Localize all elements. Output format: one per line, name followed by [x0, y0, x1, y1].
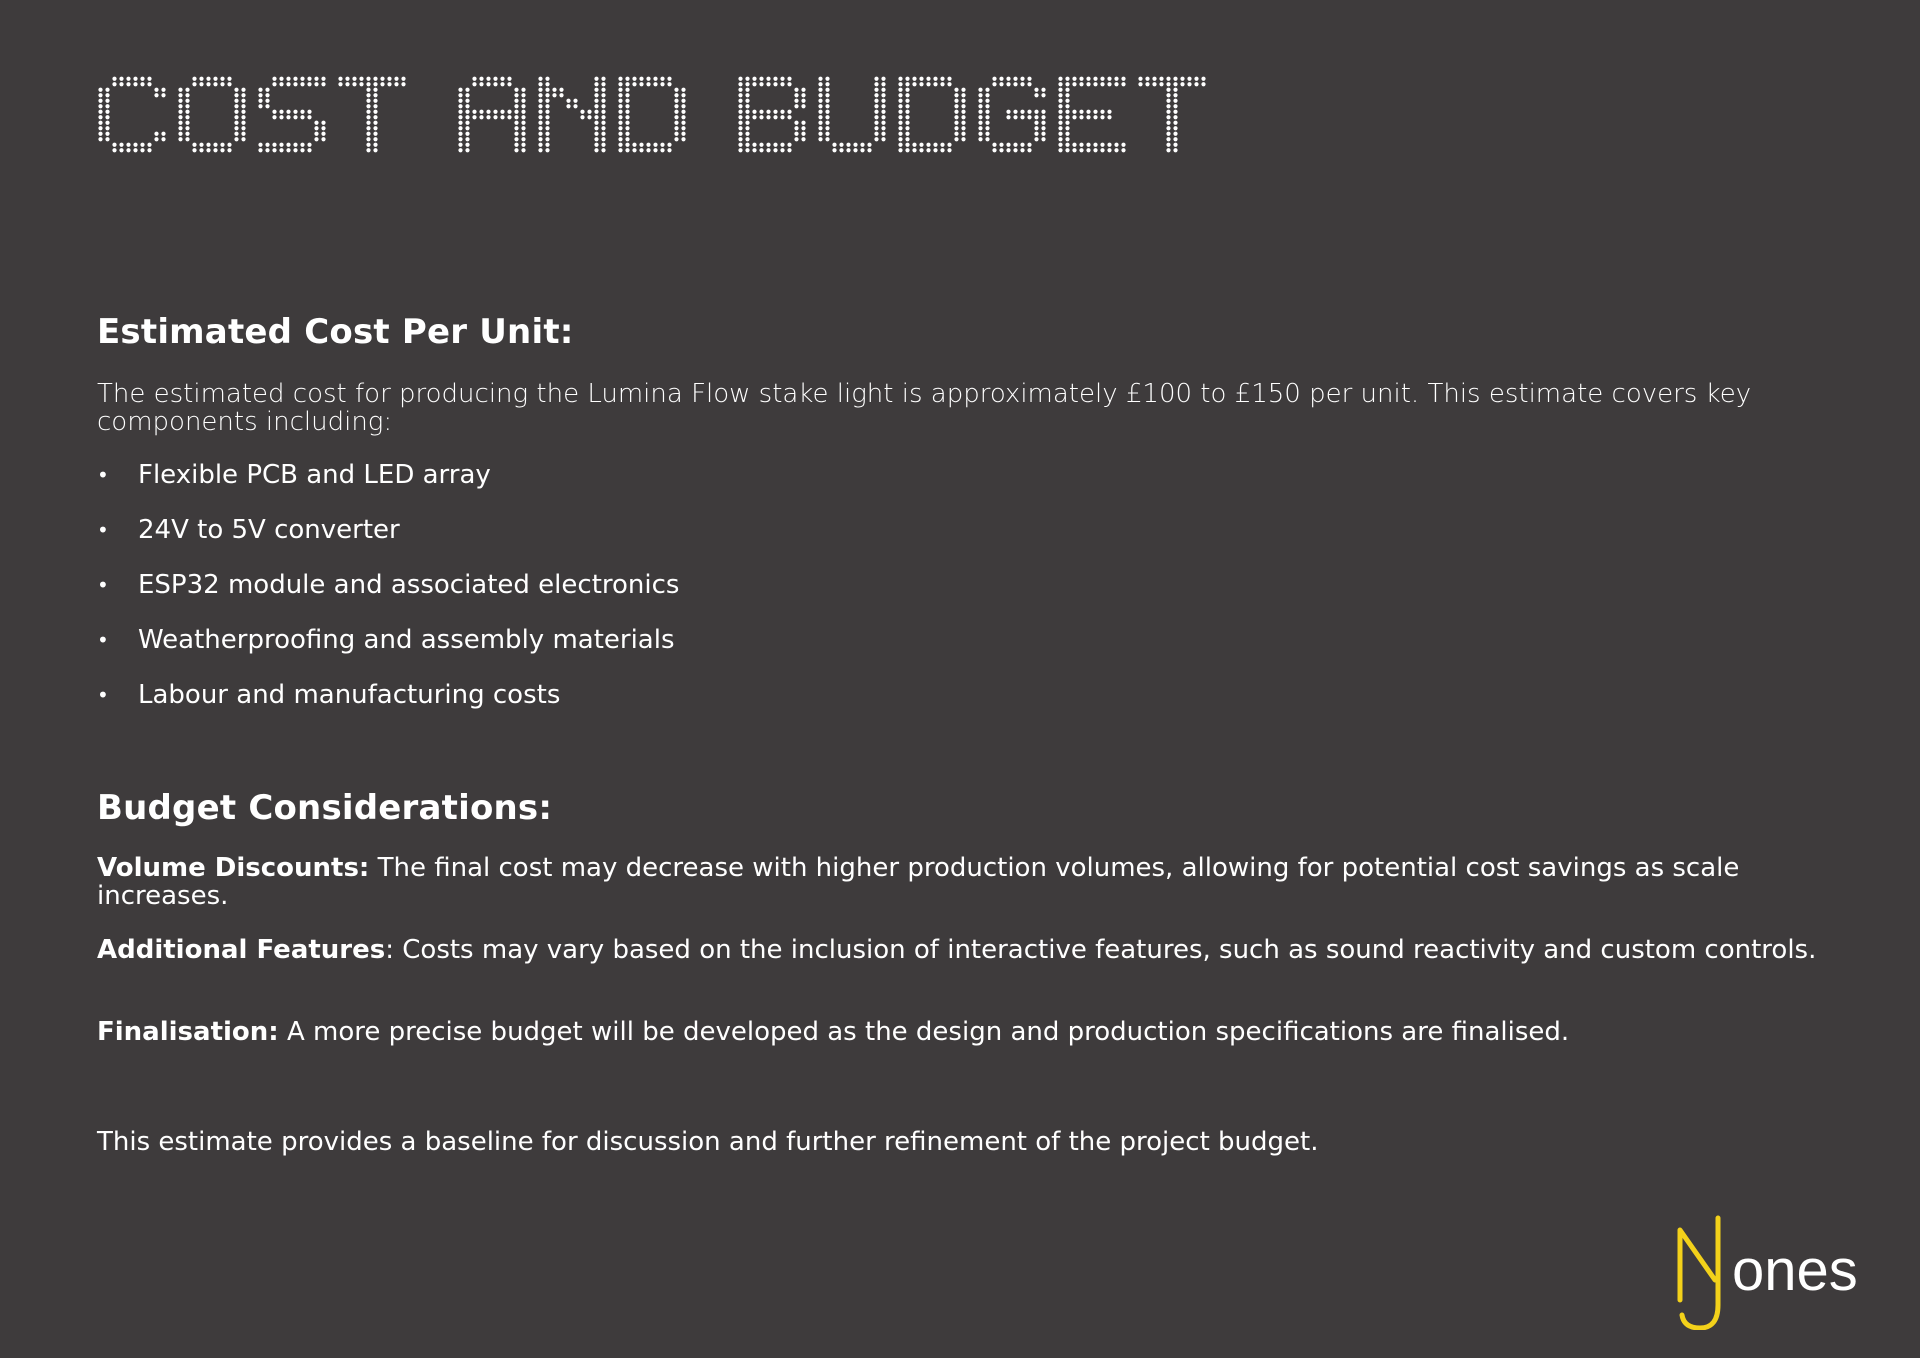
closing-paragraph: This estimate provides a baseline for discussion and further refinement of the project budget.: [97, 1127, 1319, 1157]
finalisation-paragraph: Finalisation: A more precise budget will be developed as the design and production specifications are finalised.: [97, 1017, 1570, 1047]
logo-text: ones: [1732, 1238, 1858, 1303]
budget-heading: Budget Considerations:: [97, 788, 553, 828]
list-item: • ESP32 module and associated electronics: [97, 570, 680, 600]
additional-features-paragraph: Additional Features: Costs may vary based on the inclusion of interactive features, such as sound reactivity and custom controls.: [97, 935, 1817, 965]
title-letter: [257, 75, 327, 154]
title-letter: [897, 75, 967, 154]
title-letter: [1057, 75, 1127, 154]
list-item: • 24V to 5V converter: [97, 515, 400, 545]
title-letter: [177, 75, 247, 154]
njones-logo: [1670, 1210, 1895, 1330]
additional-features-label: Additional Features: [97, 935, 386, 965]
list-item: • Flexible PCB and LED array: [97, 460, 491, 490]
title-letter: [337, 75, 407, 154]
bullet-icon: •: [97, 683, 109, 707]
cost-heading: Estimated Cost Per Unit:: [97, 312, 574, 352]
bullet-icon: •: [97, 518, 109, 542]
title-letter: [737, 75, 807, 154]
volume-discounts-paragraph: Volume Discounts: The final cost may decrease with higher production volumes, allowing for potential cost savings as scale increases.: [97, 853, 1740, 911]
title-letter: [977, 75, 1047, 154]
bullet-icon: •: [97, 573, 109, 597]
component-list: [97, 460, 679, 735]
logo-mark: [1680, 1218, 1718, 1328]
title-letter: [617, 75, 687, 154]
title-letter: [1137, 75, 1207, 154]
title-letter: [537, 75, 607, 154]
page-title: [97, 75, 1217, 185]
cost-intro: The estimated cost for producing the Lumina Flow stake light is approximately £100 to £150 per unit. This estimate covers key components including:: [97, 379, 1752, 437]
title-letter: [457, 75, 527, 154]
list-item: • Labour and manufacturing costs: [97, 680, 561, 710]
list-item: • Weatherproofing and assembly materials: [97, 625, 675, 655]
volume-discounts-label: Volume Discounts:: [97, 853, 370, 883]
title-letter: [97, 75, 167, 154]
bullet-icon: •: [97, 463, 109, 487]
bullet-icon: •: [97, 628, 109, 652]
finalisation-label: Finalisation:: [97, 1017, 279, 1047]
title-letter: [817, 75, 887, 154]
